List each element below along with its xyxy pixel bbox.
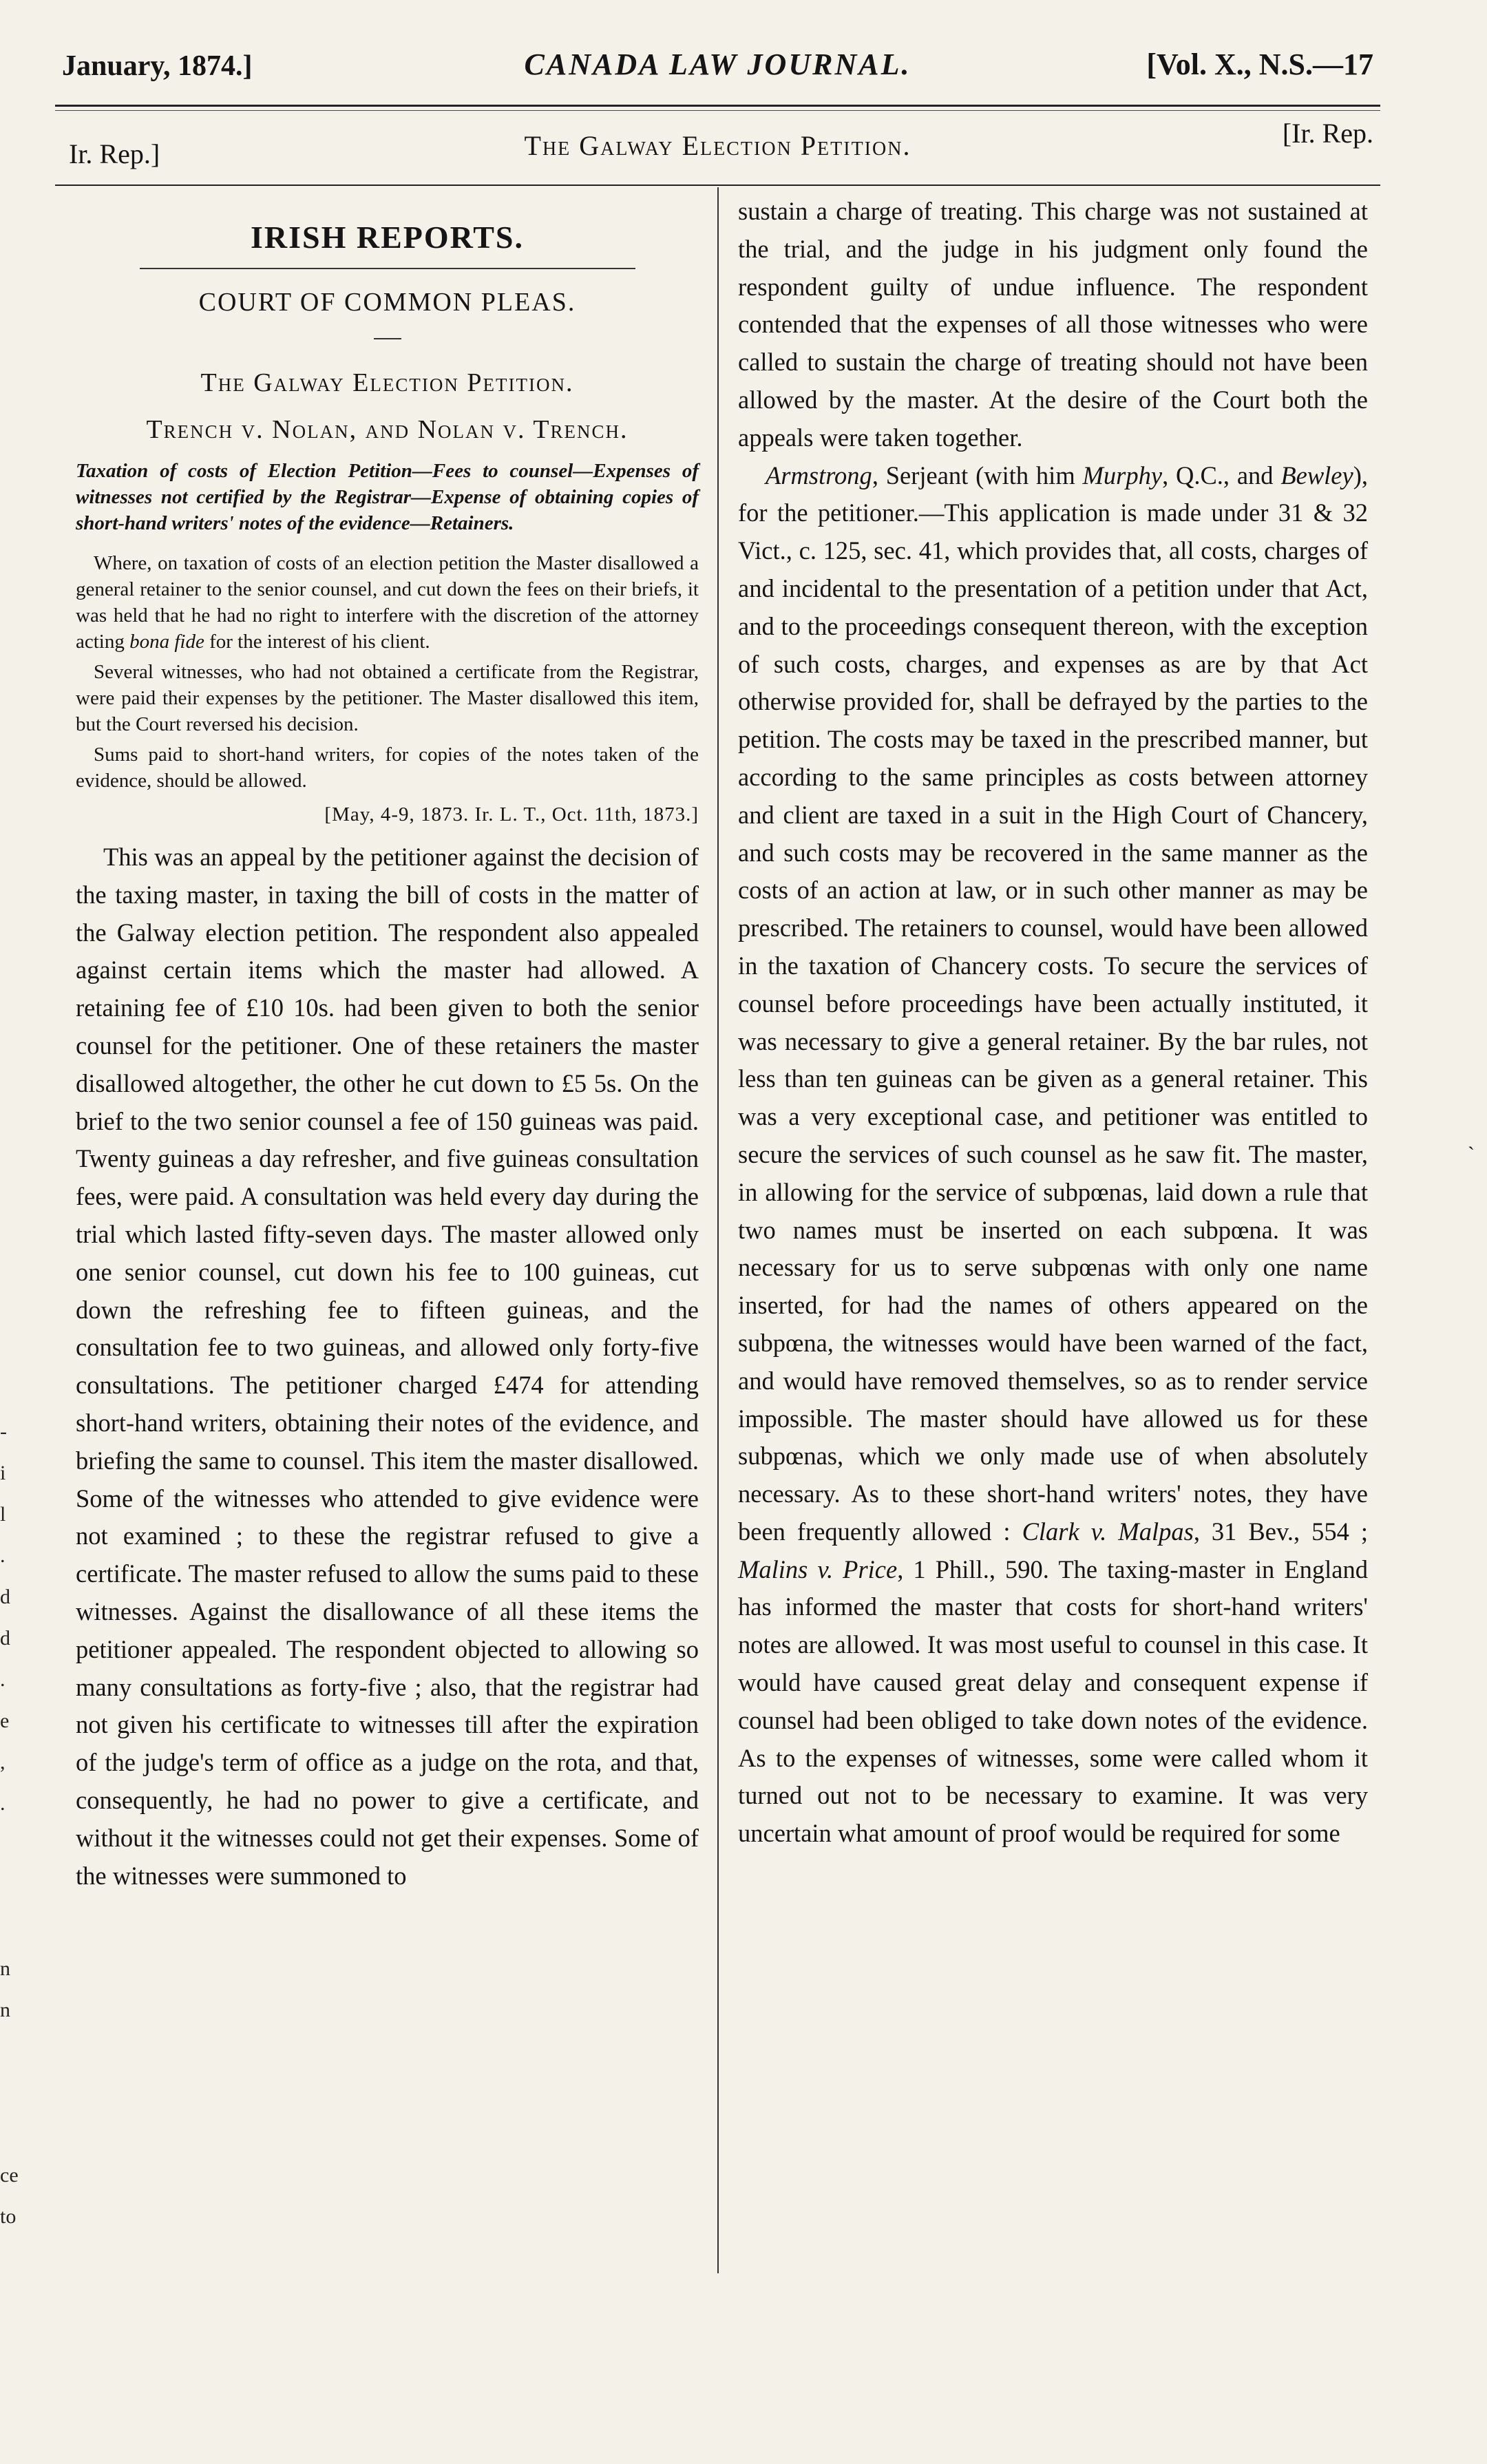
margin-fragment: d bbox=[0, 1586, 10, 1608]
margin-fragment bbox=[0, 2031, 28, 2072]
argument-text-3: ), for the petitioner.—This application is made under 31 & 32 Vict., c. 125, sec. 41, which provides that, all costs, charges of and incidental to the presentation of a petition under that Act, and to the proceedings consequent thereon, with the exception of such costs, charges, and expenses as are by that Act otherwise provided for, shall be defrayed by the parties to the petition. The costs may be taxed in the prescribed manner, but according to the same principles as costs between attorney and client are taxed in a suit in the High Court of Chancery, and such costs may be recovered in the same manner as the costs of an action at law, or in such other manner as may be prescribed. The retainers to counsel, would have been allowed in the taxation of Chancery costs. To secure the services of counsel before proceedings have been actually instituted, it was necessary to give a general retainer. By the bar rules, not less than ten guineas can be given as a general retainer. This was a very exceptional case, and petitioner was entitled to secure the services of such counsel as he saw fit. The master, in allowing for the service of subpœnas, laid down a rule that two names must be inserted on each subpœna. It was necessary for us to serve subpœnas with only one name inserted, for had the names of others appeared on the subpœna, the witnesses would have been warned of the fact, and would have removed themselves, so as to render service impossible. The master should have allowed us for these subpœnas, which we only made use of when absolutely necessary. As to these short-hand writers' notes, they have been frequently allowed : bbox=[738, 461, 1368, 1546]
subheader-case-title: The Galway Election Petition. bbox=[524, 130, 911, 161]
argument-text-1: , Serjeant (with him bbox=[872, 461, 1083, 489]
counsel-armstrong: Armstrong bbox=[766, 461, 872, 489]
running-header bbox=[62, 43, 1373, 91]
margin-fragment: l bbox=[0, 1503, 6, 1526]
margin-fragment: to bbox=[0, 2205, 17, 2228]
case-cited-malins: Malins v. Price bbox=[738, 1555, 898, 1583]
facts-continued: sustain a charge of treating. This charge was not sustained at the trial, and the judge in his judgment only found the respondent guilty of undue influence. The respondent contended that the expenses of all those witnesses who were called to sustain the charge of treating should not have been allowed by the master. At the desire of the Court both the appeals were taken together. bbox=[738, 197, 1368, 452]
holding-1-latin: bona fide bbox=[129, 631, 204, 653]
counsel-bewley: Bewley bbox=[1280, 461, 1353, 489]
argument-text-4: , 31 Bev., 554 ; bbox=[1193, 1517, 1368, 1546]
right-margin-fragment: ` bbox=[1468, 1143, 1475, 1166]
journal-title: CANADA LAW JOURNAL. bbox=[524, 48, 911, 81]
column-divider bbox=[717, 187, 719, 2273]
margin-fragment: i bbox=[0, 1462, 6, 1484]
left-column bbox=[76, 200, 699, 1895]
margin-fragment: n bbox=[0, 1999, 10, 2021]
headnote-catchwords: Taxation of costs of Election Petition—Fees to counsel—Expenses of witnesses not certified by the Registrar—Expense of obtaining copies of short-hand writers' notes of the evidence—Retainers. bbox=[76, 460, 699, 534]
sub-header bbox=[55, 117, 1380, 172]
margin-fragment: . bbox=[0, 1668, 6, 1691]
margin-fragment bbox=[0, 1866, 28, 1907]
header-date: January, 1874.] bbox=[62, 50, 253, 82]
margin-fragment bbox=[0, 2072, 28, 2114]
subheader-right: [Ir. Rep. bbox=[1282, 118, 1373, 149]
case-title-2: Trench v. Nolan, and Nolan v. Trench. bbox=[146, 415, 629, 444]
petitioner-argument bbox=[738, 457, 1368, 1853]
header-rule-thin bbox=[55, 110, 1380, 111]
margin-fragment bbox=[0, 2114, 28, 2155]
statement-of-facts: This was an appeal by the petitioner against the decision of the taxing master, in taxing the bill of costs in the matter of the Galway election petition. The respondent also appealed against certain items which the master had allowed. A retaining fee of £10 10s. had been given to both the senior counsel for the petitioner. One of these retainers the master disallowed altogether, the other he cut down to £5 5s. On the brief to the two senior counsel a fee of 150 guineas was paid. Twenty guineas a day refresher, and five guineas consultation fees, were paid. A consultation was held every day during the trial which lasted fifty-seven days. The master allowed only one senior counsel, cut down his fee to 100 guineas, cut down the refreshing fee to fifteen guineas, and the consultation fee to two guineas, and allowed only forty-five consultations. The petitioner charged £474 for attending short-hand writers, obtaining their notes of the evidence, and briefing the same to counsel. This item the master disallowed. Some of the witnesses who attended to give evidence were not examined ; to these the registrar refused to give a certificate. The master refused to allow the sums paid to these witnesses. Against the disallowance of all these items the petitioner appealed. The respondent objected to allowing so many consultations as forty-five ; also, that the registrar had not given his certificate to witnesses till after the expiration of the judge's term of office as a judge on the rota, and that, consequently, he had no power to give a certificate, and without it the witnesses could not get their expenses. Some of the witnesses were summoned to bbox=[76, 843, 699, 1890]
subheader-rule bbox=[55, 185, 1380, 186]
holding-1-text: Where, on taxation of costs of an election petition the Master disallowed a general retainer to the senior counsel, and cut down the fees on their briefs, it was held that he had no right to interfere with the discretion of the attorney acting bbox=[76, 552, 699, 653]
margin-fragment bbox=[0, 1907, 28, 1948]
case-cited-clark: Clark v. Malpas bbox=[1022, 1517, 1194, 1546]
argument-text-5: , 1 Phill., 590. The taxing-master in England has informed the master that costs for short-hand writers' notes are allowed. It was most useful to counsel in this case. It would have caused great delay and consequent expense if counsel had been obliged to take down notes of the evidence. As to the expenses of witnesses, some were called whom it turned out not to be necessary to examine. It was very uncertain what amount of proof would be required for some bbox=[738, 1555, 1368, 1848]
left-margin-fragments bbox=[0, 1411, 28, 2237]
margin-fragment: . bbox=[0, 1792, 6, 1815]
margin-fragment: n bbox=[0, 1957, 10, 1980]
margin-fragment: d bbox=[0, 1627, 10, 1650]
counsel-murphy: Murphy bbox=[1082, 461, 1163, 489]
case-citation: [May, 4-9, 1873. Ir. L. T., Oct. 11th, 1873.] bbox=[324, 803, 699, 825]
holding-1-text-end: for the interest of his client. bbox=[204, 631, 430, 653]
margin-fragment: , bbox=[0, 1751, 6, 1773]
volume-page-number: [Vol. X., N.S.—17 bbox=[1146, 48, 1373, 81]
holding-3: Sums paid to short-hand writers, for copies of the notes taken of the evidence, should be allowed. bbox=[76, 744, 699, 792]
right-column bbox=[738, 193, 1368, 1853]
argument-text-2: , Q.C., and bbox=[1162, 461, 1281, 489]
header-rule bbox=[55, 105, 1380, 107]
holding-2: Several witnesses, who had not obtained a certificate from the Registrar, were paid their expenses by the petitioner. The Master disallowed this item, but the Court reversed his decision. bbox=[76, 661, 699, 735]
holding-1 bbox=[76, 550, 699, 655]
margin-fragment: - bbox=[0, 1420, 7, 1443]
court-rule bbox=[374, 338, 401, 339]
margin-fragment: . bbox=[0, 1544, 6, 1567]
subheader-left: Ir. Rep.] bbox=[69, 138, 160, 169]
margin-fragment bbox=[0, 1824, 28, 1866]
case-title-1: The Galway Election Petition. bbox=[200, 368, 574, 397]
section-rule bbox=[140, 268, 635, 269]
margin-fragment: e bbox=[0, 1709, 10, 1732]
section-title: IRISH REPORTS. bbox=[250, 220, 525, 255]
margin-fragment: ce bbox=[0, 2164, 19, 2187]
court-name: COURT OF COMMON PLEAS. bbox=[198, 288, 576, 317]
